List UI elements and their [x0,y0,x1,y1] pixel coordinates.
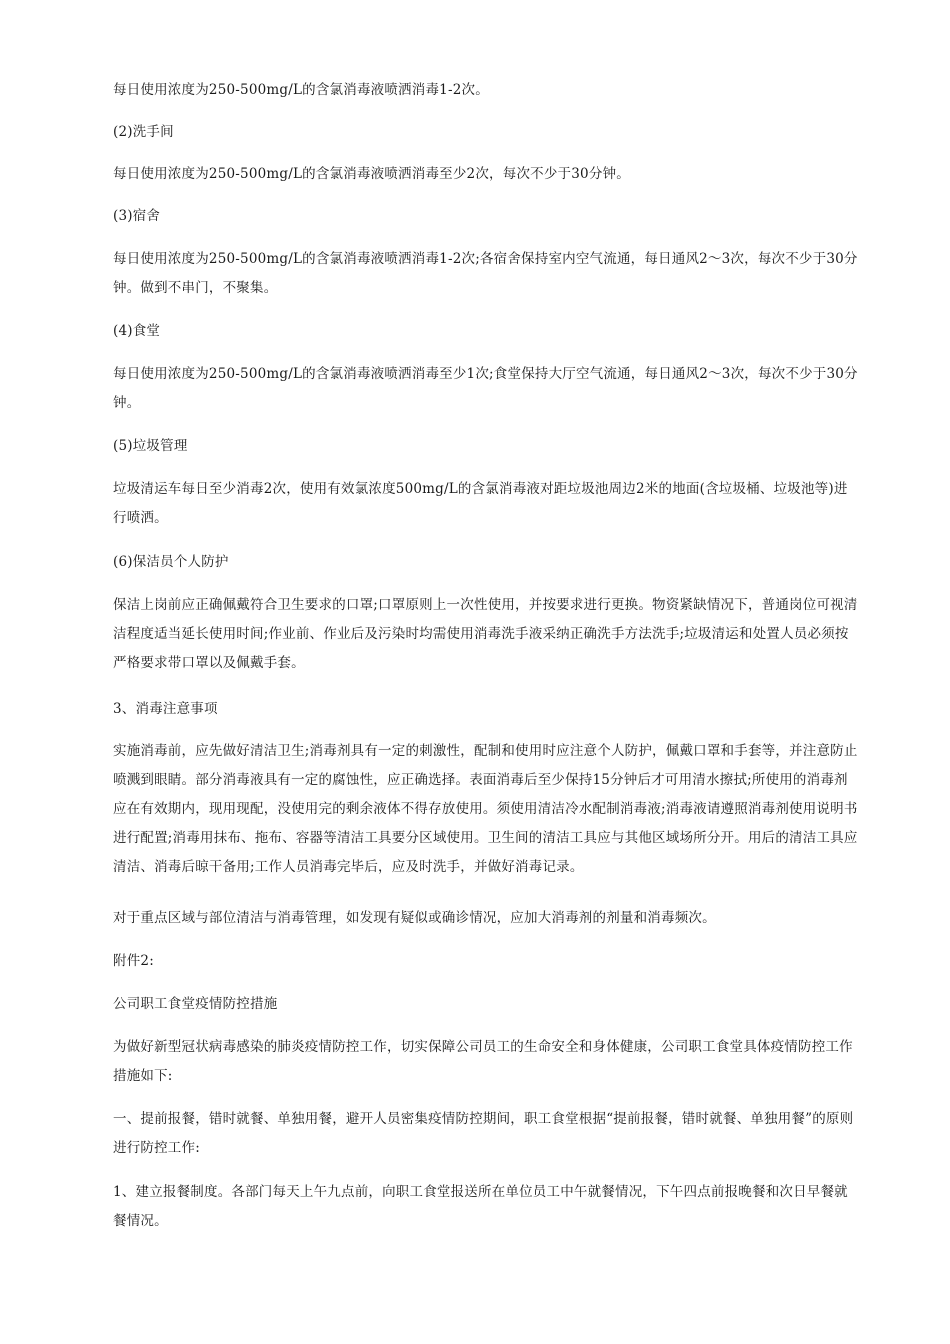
heading-cleaner-protection: (6)保洁员个人防护 [113,554,229,570]
paragraph-washroom: 每日使用浓度为250-500mg/L的含氯消毒液喷洒消毒至少2次，每次不少于30分钟。 [113,166,630,182]
paragraph-key-areas: 对于重点区域与部位清洁与消毒管理，如发现有疑似或确诊情况，应加大消毒剂的剂量和消毒频次。 [113,910,716,926]
paragraph-intro: 为做好新型冠状病毒感染的肺炎疫情防控工作，切实保障公司员工的生命安全和身体健康，公司职工食堂具体疫情防控工作措施如下: [113,1039,853,1084]
heading-canteen: (4)食堂 [113,323,161,339]
heading-garbage: (5)垃圾管理 [113,438,188,454]
heading-canteen-measures: 公司职工食堂疫情防控措施 [113,996,278,1012]
paragraph-cleaner-protection: 保洁上岗前应正确佩戴符合卫生要求的口罩;口罩原则上一次性使用，并按要求进行更换。物资紧缺情况下，普通岗位可视清洁程度适当延长使用时间;作业前、作业后及污染时均需使用消毒洗手液采纳正确洗手方法洗手;垃圾清运和处置人员必须按严格要求带口罩以及佩戴手套。 [113,597,858,671]
heading-disinfection-notes: 3、消毒注意事项 [113,701,218,717]
paragraph-meal-reporting: 1、建立报餐制度。各部门每天上午九点前，向职工食堂报送所在单位员工中午就餐情况，下午四点前报晚餐和次日早餐就餐情况。 [113,1184,848,1229]
heading-dormitory: (3)宿舍 [113,208,161,224]
paragraph-garbage: 垃圾清运车每日至少消毒2次，使用有效氯浓度500mg/L的含氯消毒液对距垃圾池周边2米的地面(含垃圾桶、垃圾池等)进行喷洒。 [113,481,848,526]
heading-attachment: 附件2: [113,953,154,969]
paragraph-dormitory: 每日使用浓度为250-500mg/L的含氯消毒液喷洒消毒1-2次;各宿舍保持室内空气流通，每日通风2～3次，每次不少于30分钟。做到不串门，不聚集。 [113,251,858,296]
paragraph-section-one: 一、提前报餐，错时就餐、单独用餐，避开人员密集疫情防控期间，职工食堂根据“提前报餐，错时就餐、单独用餐”的原则进行防控工作: [113,1111,854,1156]
paragraph-disinfection-notes: 实施消毒前，应先做好清洁卫生;消毒剂具有一定的刺激性，配制和使用时应注意个人防护，佩戴口罩和手套等，并注意防止喷溅到眼睛。部分消毒液具有一定的腐蚀性，应正确选择。表面消毒后至少保持15分钟后才可用清水擦拭;所使用的消毒剂应在有效期内，现用现配，没使用完的剩余液体不得存放使用。须使用清洁冷水配制消毒液;消毒液请遵照消毒剂使用说明书进行配置;消毒用抹布、拖布、容器等清洁工具要分区域使用。卫生间的清洁工具应与其他区域场所分开。用后的清洁工具应清洁、消毒后晾干备用;工作人员消毒完毕后，应及时洗手，并做好消毒记录。 [113,743,858,875]
heading-washroom: (2)洗手间 [113,124,174,140]
paragraph-daily-spray: 每日使用浓度为250-500mg/L的含氯消毒液喷洒消毒1-2次。 [113,82,489,98]
paragraph-canteen: 每日使用浓度为250-500mg/L的含氯消毒液喷洒消毒至少1次;食堂保持大厅空气流通，每日通风2～3次，每次不少于30分钟。 [113,366,858,411]
